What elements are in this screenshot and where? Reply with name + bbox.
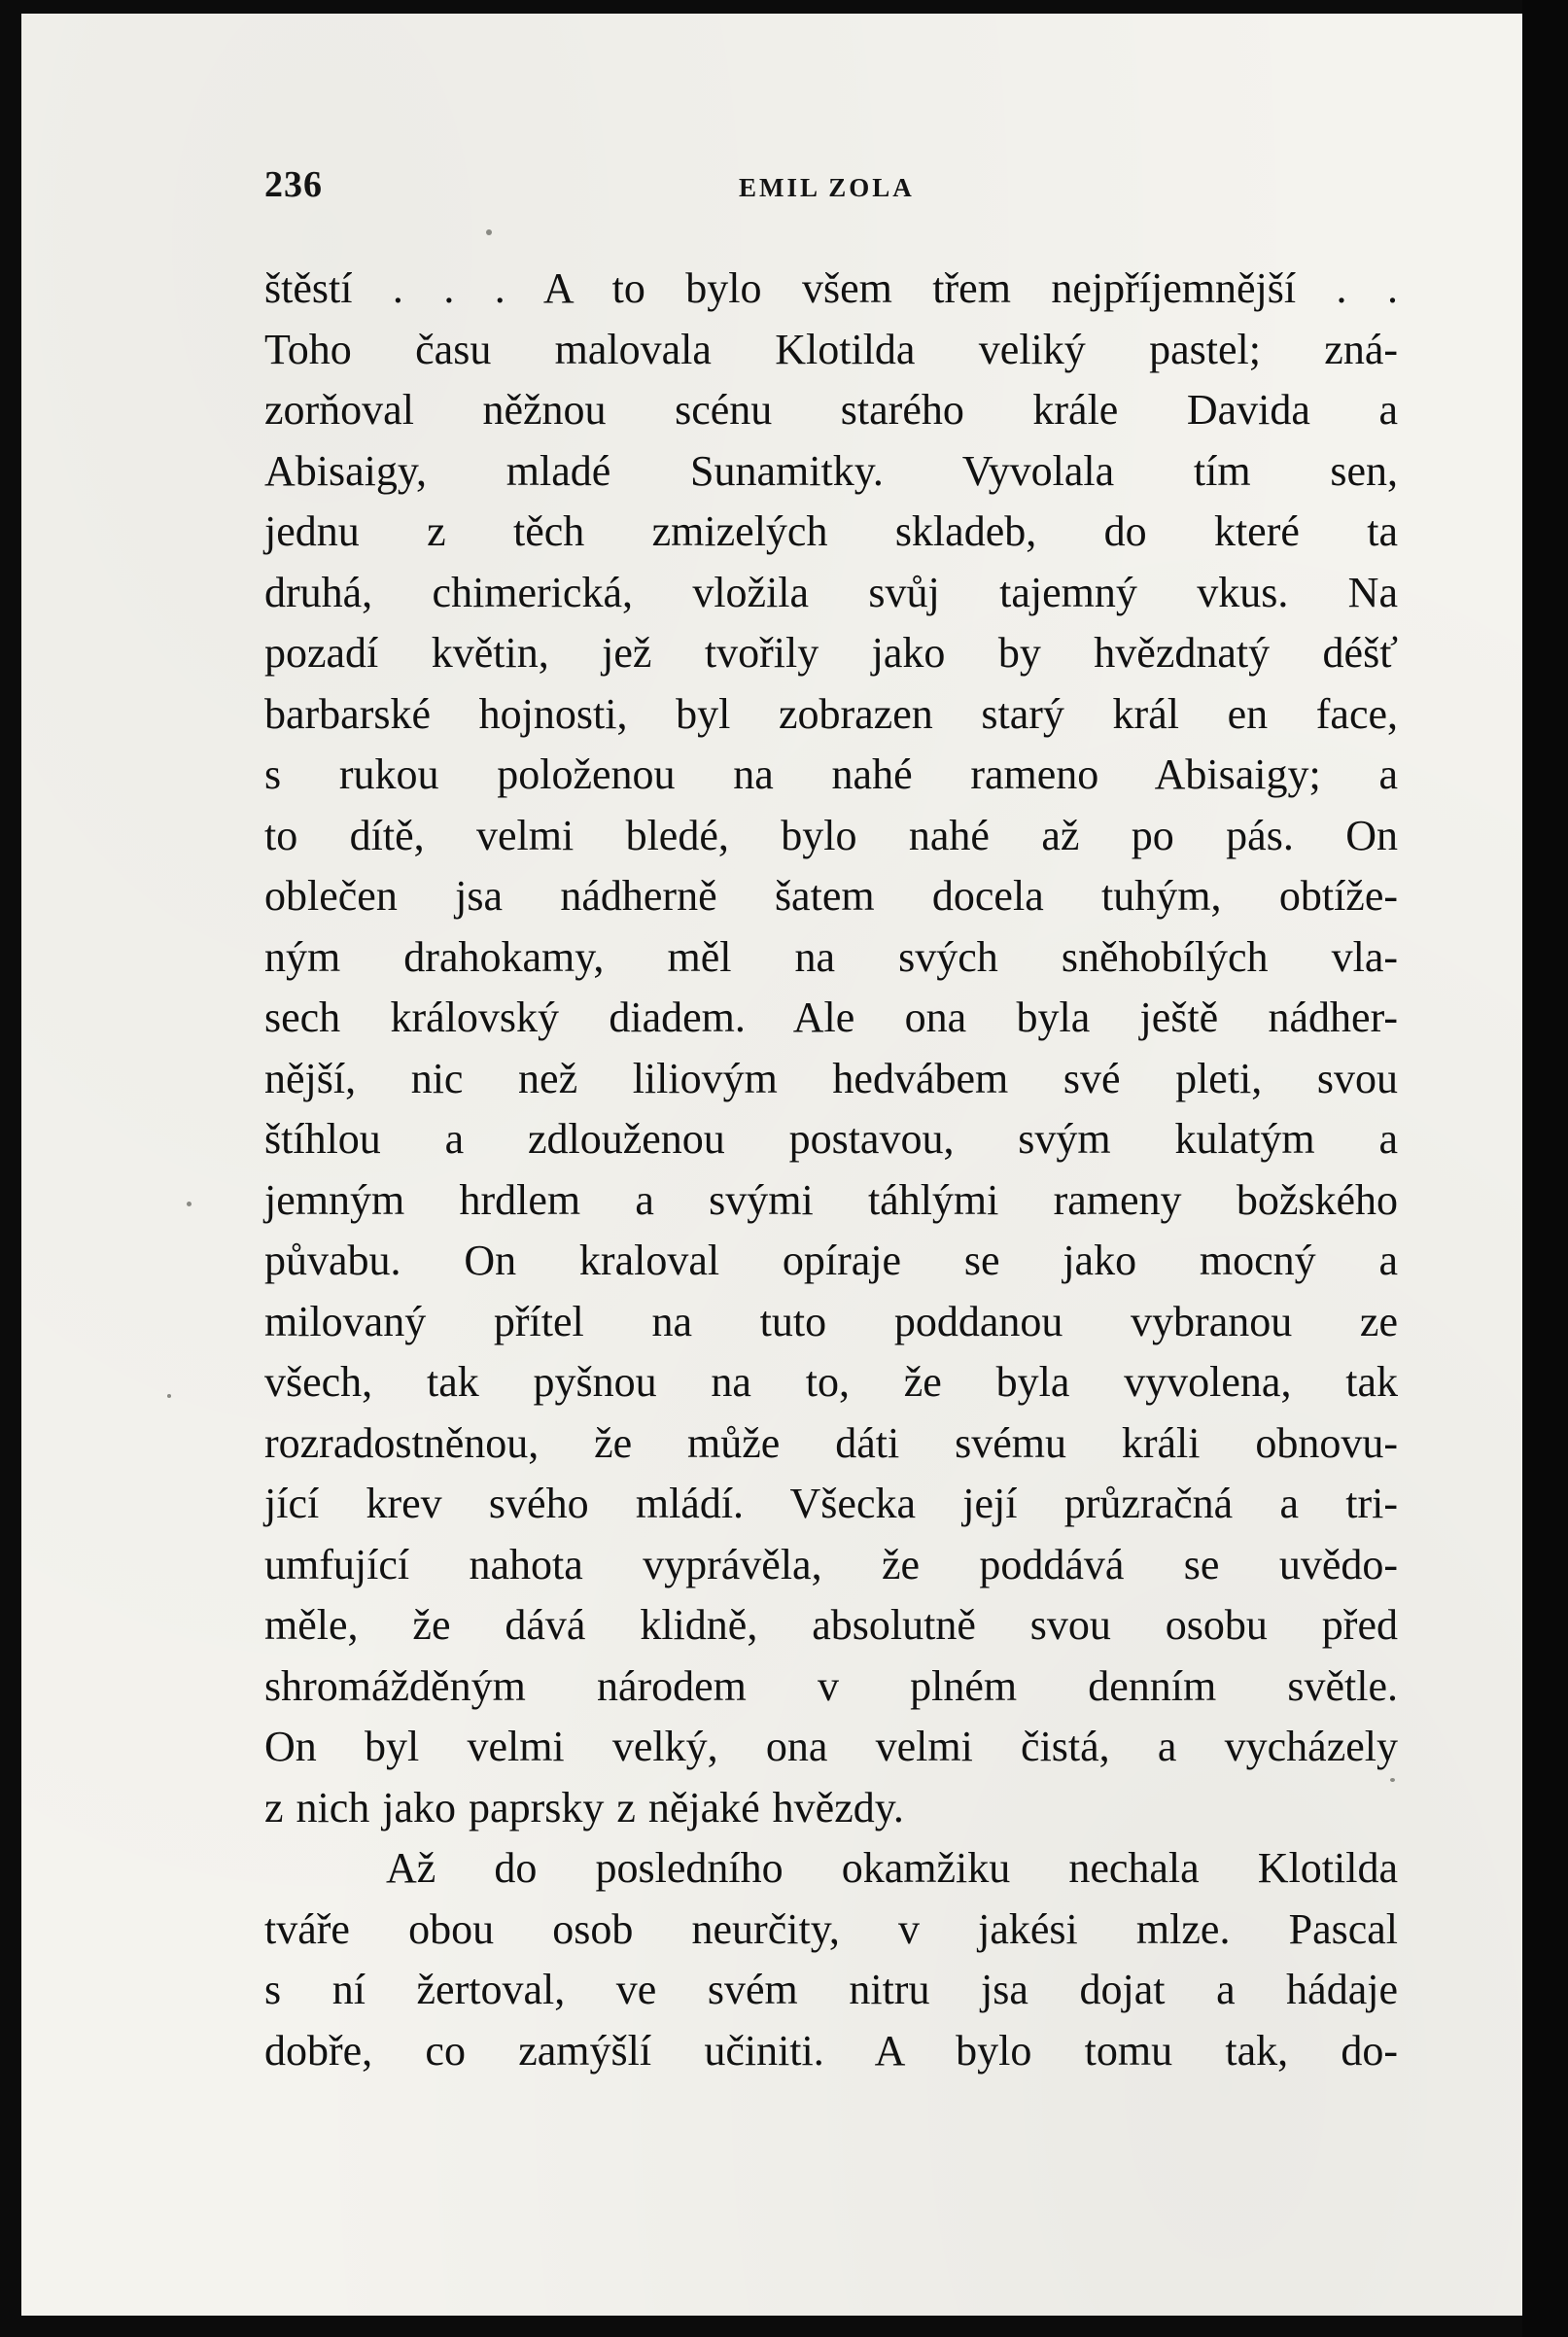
text-line: milovaný přítel na tuto poddanou vybranou ze	[264, 1297, 1398, 1345]
print-speck	[187, 1202, 192, 1206]
page-edge-shadow	[1522, 0, 1568, 2337]
text-line: to dítě, velmi bledé, bylo nahé až po pás. On	[264, 811, 1398, 859]
page-header	[264, 163, 1382, 212]
text-line: Až do posledního okamžiku nechala Klotilda	[386, 1844, 1398, 1892]
text-line: druhá, chimerická, vložila svůj tajemný vkus. Na	[264, 568, 1398, 616]
text-line: sech královský diadem. Ale ona byla ještě nádher-	[264, 994, 1398, 1041]
text-line: s rukou položenou na nahé rameno Abisaigy; a	[264, 750, 1398, 798]
text-line: nější, nic než liliovým hedvábem své pleti, svou	[264, 1054, 1398, 1102]
text-line: dobře, co zamýšlí učiniti. A bylo tomu tak, do-	[264, 2026, 1398, 2075]
body-text	[264, 259, 1398, 2081]
text-line: Toho času malovala Klotilda veliký pastel; zná-	[264, 325, 1398, 373]
text-line: štíhlou a zdlouženou postavou, svým kulatým a	[264, 1115, 1398, 1163]
text-line: oblečen jsa nádherně šatem docela tuhým, obtíže-	[264, 872, 1398, 920]
text-line: jednu z těch zmizelých skladeb, do které ta	[264, 507, 1398, 555]
text-line: štěstí . . . A to bylo všem třem nejpříjemnější . .	[264, 264, 1398, 312]
text-line: umfující nahota vyprávěla, že poddává se uvědo-	[264, 1540, 1398, 1588]
text-line: ným drahokamy, měl na svých sněhobílých vla-	[264, 932, 1398, 981]
paragraph-2	[264, 1838, 1398, 2081]
text-line: s ní žertoval, ve svém nitru jsa dojat a hádaje	[264, 1966, 1398, 2013]
text-line: měle, že dává klidně, absolutně svou osobu před	[264, 1601, 1398, 1649]
text-line: jemným hrdlem a svými táhlými rameny božského	[264, 1175, 1398, 1224]
text-line: jící krev svého mládí. Všecka její průzračná a tri-	[264, 1480, 1398, 1527]
text-line: barbarské hojnosti, byl zobrazen starý král en face,	[264, 689, 1398, 738]
text-line: půvabu. On kraloval opíraje se jako mocný a	[264, 1237, 1398, 1284]
page-number: 236	[264, 164, 323, 205]
text-line: shromážděným národem v plném denním světle.	[264, 1661, 1398, 1710]
print-speck	[167, 1394, 171, 1398]
text-line: z nich jako paprsky z nějaké hvězdy.	[264, 1783, 904, 1831]
running-head: EMIL ZOLA	[739, 173, 915, 202]
text-line: On byl velmi velký, ona velmi čistá, a vycházely	[264, 1723, 1398, 1770]
text-line: všech, tak pyšnou na to, že byla vyvolena, tak	[264, 1358, 1398, 1406]
text-line: pozadí květin, jež tvořily jako by hvězdnatý déšť	[264, 629, 1398, 677]
print-speck	[486, 229, 492, 235]
paragraph-1	[264, 259, 1398, 1838]
text-line: rozradostněnou, že může dáti svému králi obnovu-	[264, 1418, 1398, 1467]
text-line: Abisaigy, mladé Sunamitky. Vyvolala tím sen,	[264, 446, 1398, 495]
text-line: zorňoval něžnou scénu starého krále Davida a	[264, 386, 1398, 434]
text-line: tváře obou osob neurčity, v jakési mlze. Pascal	[264, 1904, 1398, 1953]
